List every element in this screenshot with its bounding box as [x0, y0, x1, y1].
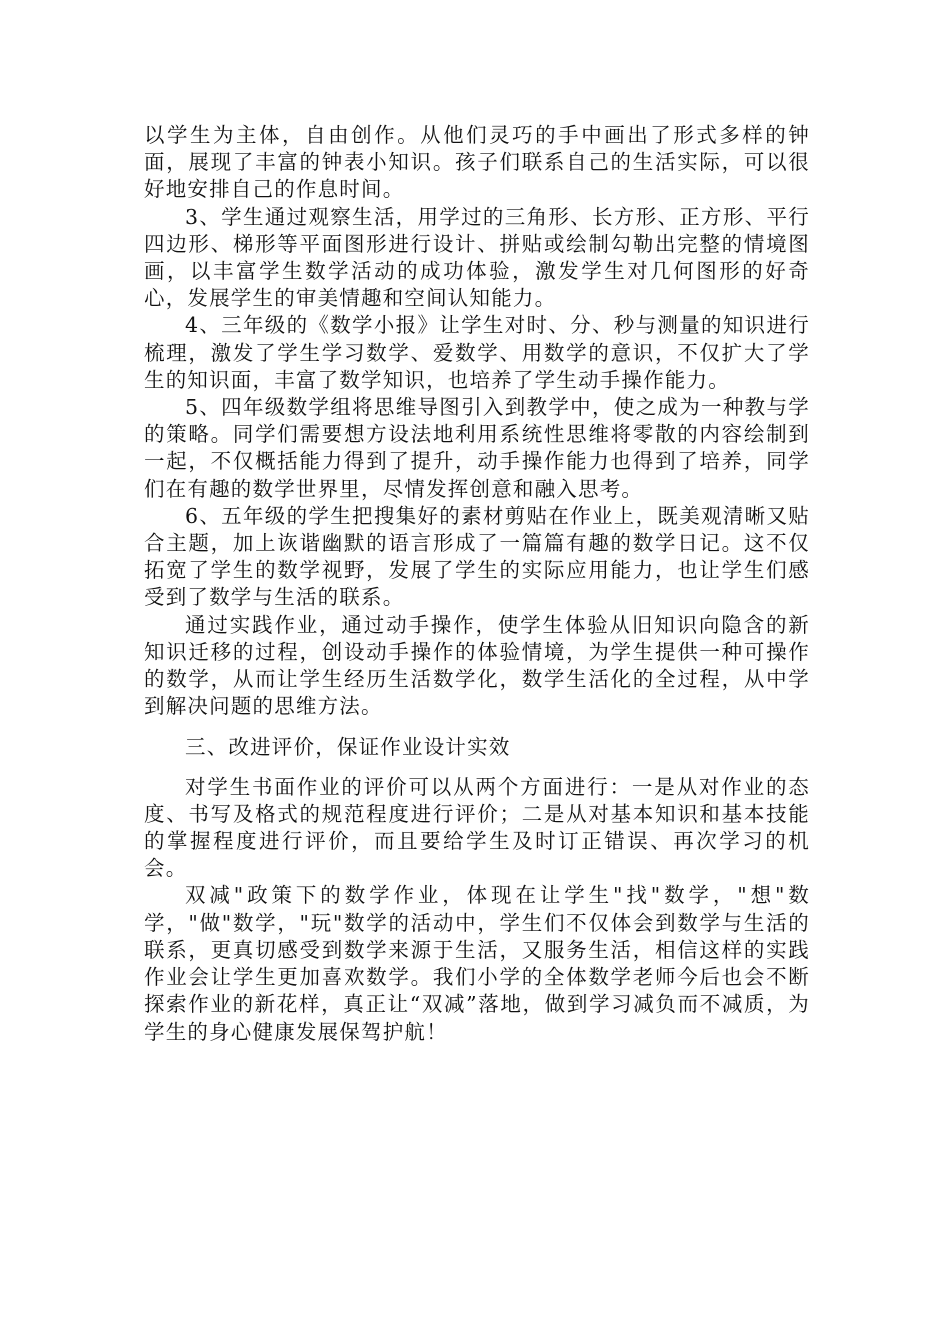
- paragraph-evaluation: 对学生书面作业的评价可以从两个方面进行：一是从对作业的态度、书写及格式的规范程度进行评价；二是从对基本知识和基本技能的掌握程度进行评价，而且要给学生及时订正错误、再次学习的机会。: [144, 774, 810, 881]
- paragraph-item-4: 4、三年级的《数学小报》让学生对时、分、秒与测量的知识进行梳理，激发了学生学习数学、爱数学、用数学的意识，不仅扩大了学生的知识面，丰富了数学知识，也培养了学生动手操作能力。: [144, 313, 810, 392]
- paragraph-item-5: 5、四年级数学组将思维导图引入到教学中，使之成为一种教与学的策略。同学们需要想方设法地利用系统性思维将零散的内容绘制到一起，不仅概括能力得到了提升，动手操作能力也得到了培养，同学们在有趣的数学世界里，尽情发挥创意和融入思考。: [144, 395, 810, 501]
- paragraph-summary: 通过实践作业，通过动手操作，使学生体验从旧知识向隐含的新知识迁移的过程，创设动手操作的体验情境，为学生提供一种可操作的数学，从而让学生经历生活数学化，数学生活化的全过程，从中学到解决问题的思维方法。: [144, 612, 810, 719]
- paragraph-conclusion: 双减"政策下的数学作业，体现在让学生"找"数学，"想"数学，"做"数学，"玩"数学的活动中，学生们不仅体会到数学与生活的联系，更真切感受到数学来源于生活，又服务生活，相信这样的实践作业会让学生更加喜欢数学。我们小学的全体数学老师今后也会不断探索作业的新花样，真正让“双减”落地，做到学习减负而不减质，为学生的身心健康发展保驾护航！: [144, 883, 810, 1044]
- section-heading: 三、改进评价，保证作业设计实效: [185, 735, 511, 760]
- document-body: [144, 122, 810, 1046]
- paragraph-continuation: 以学生为主体，自由创作。从他们灵巧的手中画出了形式多样的钟面，展现了丰富的钟表小知识。孩子们联系自己的生活实际，可以很好地安排自己的作息时间。: [144, 123, 810, 202]
- paragraph-item-3: 3、学生通过观察生活，用学过的三角形、长方形、正方形、平行四边形、梯形等平面图形进行设计、拼贴或绘制勾勒出完整的情境图画，以丰富学生数学活动的成功体验，激发学生对几何图形的好奇心，发展学生的审美情趣和空间认知能力。: [144, 204, 810, 311]
- paragraph-item-6: 6、五年级的学生把搜集好的素材剪贴在作业上，既美观清晰又贴合主题，加上诙谐幽默的语言形成了一篇篇有趣的数学日记。这不仅拓宽了学生的数学视野，发展了学生的实际应用能力，也让学生们感受到了数学与生活的联系。: [144, 503, 810, 610]
